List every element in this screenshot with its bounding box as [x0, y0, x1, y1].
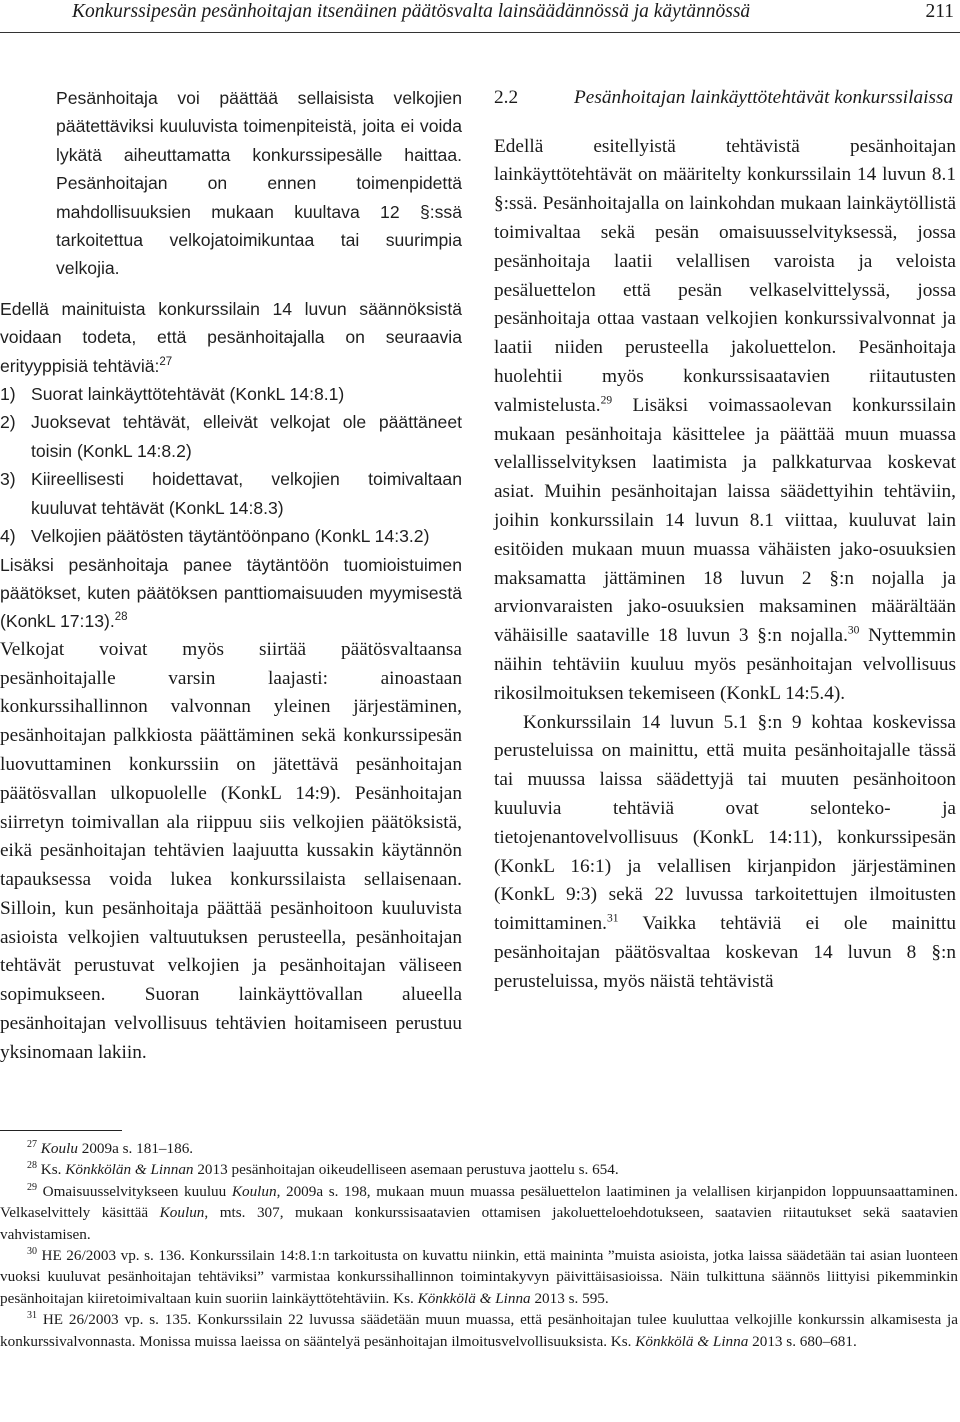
footnote-28: $^{28}$ Ks. Könkkölän & Linnan 2013 pesänhoitajan oikeudelliseen asemaan perustuva jaottelu s. 654.	[27, 1160, 619, 1179]
footnote-30: $^{30}$ HE 26/2003 vp. s. 136. Konkurssilain 14:8.1:n tarkoitusta on kuvattu niinkin, että maininta ”muista asioista, jotka laissa säädetään tai asian luonteen vuoksi kuuluvat pesänhoitajan tehtäviksi” varmistaa konkurssihallinnon toimintakyvyn päivittäisasioissa. Näin tulkittuna säännös liittyisi pikemminkin pesänhoitajan kiiretoimivaltaan kuin suoriin lainkäyttötehtäviin. Ks. Könkkölä & Linna 2013 s. 595.	[0, 1245, 958, 1307]
statute-quote	[0, 84, 462, 636]
body-paragraph: Velkojat voivat myös siirtää päätösvaltaansa pesänhoitajalle varsin laajasti: ainoastaan konkurssihallinnon valvonnan yleinen järjestäminen, pesänhoitajan palkkiosta päättäminen sekä konkurssipesän luovuttaminen konkurssiin on jätettävä pesänhoitajan päätösvallan ulkopuolelle (KonkL 14:9). Pesänhoitajan siirretyn toimivallan ala riippuu siis velkojien päätöksistä, eikä pesänhoitajan tehtävien laajuutta kussakin käytännön tapauksessa voida lukea konkurssilaista sellaisenaan. Silloin, kun pesänhoitaja päättää pesänhoitoon kuuluvista asioista velkojien valtuutuksen perusteella, pesänhoitajan tehtävät perustuvat velkojien ja pesänhoitajan väliseen sopimukseen. Suoran lainkäyttövallan alueella pesänhoitajan velvollisuus tehtävien hoitamiseen perustuu yksinomaan lakiin.	[0, 638, 462, 1063]
footnote-ref-31[interactable]: 31	[607, 912, 619, 925]
footnote-ref-30[interactable]: 30	[847, 624, 860, 637]
footnote-31: $^{31}$ HE 26/2003 vp. s. 135. Konkurssilain 22 luvussa säädetään muun muassa, että pesänhoitajan tulee kuuluttaa velkojille konkurssin alkamisesta ja konkurssivalvonnasta. Monissa muissa laeissa on sääntelyä pesänhoitajan ilmoitusvelvollisuuksista. Ks. Könkkölä & Linna 2013 s. 680–681.	[0, 1310, 959, 1350]
quote-paragraph: Pesänhoitaja voi päättää sellaisista velkojien päätettäviksi kuuluvista toimenpiteistä, joita ei voida lykätä aiheuttamatta konkurssipesälle haittaa. Pesänhoitajan on ennen toimenpidettä mahdollisuuksien mukaan kuultava 12 §:ssä tarkoitettua velkojatoimikuntaa tai suurimpia velkojia.	[56, 88, 462, 279]
body-paragraph: Konkurssilain 14 luvun 5.1 §:n 9 kohtaa koskevissa perusteluissa on mainittu, että muita pesänhoitajalle tässä tai muussa laissa säädettyjä tai muuten pesänhoitoon kuuluvia tehtäviä ovat selonteko- ja tietojenantovelvollisuus (KonkL 14:11), konkurssipesän (KonkL 16:1) ja velallisen kirjanpidon järjestäminen (KonkL 9:3) sekä 22 luvussa tarkoitettujen ilmoitusten toimittaminen.$^{31}$ Vaikka tehtäviä ei ole mainittu pesänhoitajan päätösvaltaa koskevan 14 luvun 8 §:n perusteluissa, myös näistä tehtävistä	[494, 711, 956, 992]
list-item: 4) Velkojien päätösten täytäntöönpano (KonkL 14:3.2)	[0, 526, 430, 547]
section-title: Pesänhoitajan lainkäyttötehtävät konkurssilaissa	[574, 87, 954, 108]
list-item: 1) Suorat lainkäyttötehtävät (KonkL 14:8.1)	[0, 384, 345, 405]
list-item: 3) Kiireellisesti hoidettavat, velkojien toimivaltaan kuuluvat tehtävät (KonkL 14:8.3)	[0, 469, 462, 518]
header-rule	[0, 32, 960, 33]
running-title: Konkurssipesän pesänhoitajan itsenäinen päätösvalta lainsäädännössä ja käytännössä	[72, 1, 751, 22]
running-header	[0, 0, 960, 36]
right-body-text	[494, 133, 956, 997]
page-number: 211	[925, 1, 954, 22]
section-number: 2.2	[494, 87, 519, 108]
footnote-29: $^{29}$ Omaisuusselvitykseen kuuluu Koulun, 2009a s. 198, mukaan muun muassa pesäluettelon laatiminen ja velallisen kirjanpidon loppuunsaattaminen. Velkaselvittely käsittää Koulun, mts. 307, mukaan konkurssisaatavien ottamisen jakoluetteloehdotukseen, saatavien riitautukset sekä saatavien vahvistamisen.	[0, 1181, 958, 1243]
footnote-ref-27[interactable]: 27	[159, 355, 173, 368]
left-body-text	[0, 636, 462, 1068]
footnote-27: $^{27}$ Koulu 2009a s. 181–186.	[27, 1138, 194, 1157]
quote-intro-paragraph: Edellä mainituista konkurssilain 14 luvun säännöksistä voidaan todeta, että pesänhoitajalla on seuraavia erityyppisiä tehtäviä:$^{27}$	[0, 298, 462, 376]
section-heading	[494, 84, 956, 113]
footnote-rule	[0, 1130, 122, 1131]
right-column	[494, 84, 956, 997]
footnote-ref-28[interactable]: 28	[114, 611, 128, 624]
footnotes	[0, 1138, 958, 1352]
quote-paragraph-3: Lisäksi pesänhoitaja panee täytäntöön tuomioistuimen päätökset, kuten päätöksen panttiomaisuuden myymisestä (KonkL 17:13).$^{28}$	[0, 554, 462, 632]
body-paragraph: Edellä esitellyistä tehtävistä pesänhoitajan lainkäyttötehtävät on määritelty konkurssilain 14 luvun 8.1 §:ssä. Pesänhoitajalla on lainkohdan mukaan lainkäytöllistä toimivaltaa sekä pesän omaisuusselvityksessä, jossa pesänhoitaja laatii velallisen varoista ja veloista pesäluettelon että pesän velkaselvittelyssä, jossa pesänhoitaja ottaa vastaan velkojien konkurssivalvonnat ja laatii niiden perusteella jakoluettelon. Pesänhoitaja huolehtii myös konkurssisaatavien riitautusten valmistelusta.$^{29}$ Lisäksi voimassaolevan konkurssilain mukaan pesänhoitaja käsittelee ja päättää muun muassa velallisselvityksen laatimista ja palkkaturvaa koskevat asiat. Muihin pesänhoitajan laissa säädettyihin tehtäviin, joihin konkurssilain 14 luvun 8.1 viittaa, kuuluvat lain esitöiden mukaan muun muassa vähäisten jako-osuuksien maksamatta jättäminen 18 luvun 2 §:n nojalla ja arvionvaraisten jako-osuuksien maksaminen määrältään vähäisille saataville 18 luvun 3 §:n nojalla.$^{30}$ Nyttemmin näihin tehtäviin kuuluu myös pesänhoitajan velvollisuus rikosilmoituksen tekemiseen (KonkL 14:5.4).	[494, 135, 956, 704]
footnote-ref-29[interactable]: 29	[600, 394, 613, 407]
list-item: 2) Juoksevat tehtävät, elleivät velkojat ole päättäneet toisin (KonkL 14:8.2)	[0, 412, 462, 461]
left-column	[0, 84, 462, 1068]
task-list	[0, 380, 462, 550]
